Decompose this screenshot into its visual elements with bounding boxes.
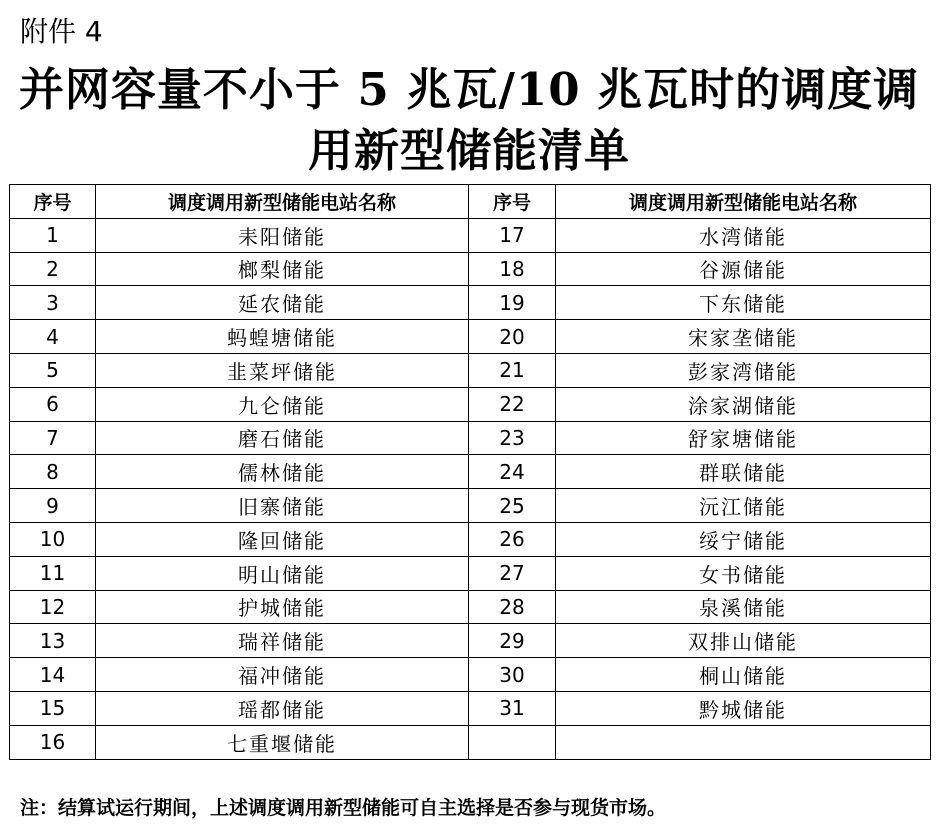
- station-name-cell: 耒阳储能: [96, 218, 469, 252]
- serial-cell: 2: [10, 252, 96, 286]
- station-name-cell: 瑶都储能: [96, 691, 469, 725]
- station-name-cell: 明山储能: [96, 556, 469, 590]
- serial-cell: 4: [10, 320, 96, 354]
- serial-cell: 3: [10, 286, 96, 320]
- serial-cell: 20: [469, 320, 556, 354]
- serial-cell: 21: [469, 353, 556, 387]
- station-name-cell: 女书储能: [556, 556, 931, 590]
- table-row: [10, 691, 931, 725]
- serial-cell: 17: [469, 218, 556, 252]
- station-name-cell: 儒林储能: [96, 455, 469, 489]
- header-serial-right: 序号: [469, 185, 556, 219]
- serial-cell: 22: [469, 387, 556, 421]
- station-name-cell: 磨石储能: [96, 421, 469, 455]
- station-name-cell: 榔梨储能: [96, 252, 469, 286]
- serial-cell: [469, 725, 556, 759]
- serial-cell: 5: [10, 353, 96, 387]
- station-name-cell: 福冲储能: [96, 658, 469, 692]
- station-name-cell: 旧寨储能: [96, 489, 469, 523]
- table-row: [10, 455, 931, 489]
- document-title-line-1: 并网容量不小于 5 兆瓦/10 兆瓦时的调度调: [18, 63, 920, 116]
- station-name-cell: 护城储能: [96, 590, 469, 624]
- table-header-row: [10, 185, 931, 219]
- station-name-cell: 彭家湾储能: [556, 353, 931, 387]
- serial-cell: 18: [469, 252, 556, 286]
- table-row: [10, 556, 931, 590]
- serial-cell: 1: [10, 218, 96, 252]
- station-name-cell: 水湾储能: [556, 218, 931, 252]
- serial-cell: 13: [10, 624, 96, 658]
- serial-cell: 30: [469, 658, 556, 692]
- station-name-cell: 瑞祥储能: [96, 624, 469, 658]
- table-row: [10, 489, 931, 523]
- serial-cell: 14: [10, 658, 96, 692]
- serial-cell: 27: [469, 556, 556, 590]
- table-row: [10, 725, 931, 759]
- station-name-cell: 绥宁储能: [556, 522, 931, 556]
- station-name-cell: 群联储能: [556, 455, 931, 489]
- station-name-cell: 蚂蝗塘储能: [96, 320, 469, 354]
- table-row: [10, 286, 931, 320]
- table-row: [10, 320, 931, 354]
- table-row: [10, 624, 931, 658]
- table-row: [10, 218, 931, 252]
- station-name-cell: [556, 725, 931, 759]
- station-name-cell: 桐山储能: [556, 658, 931, 692]
- station-name-cell: 九仑储能: [96, 387, 469, 421]
- header-name-left: 调度调用新型储能电站名称: [96, 185, 469, 219]
- station-name-cell: 隆回储能: [96, 522, 469, 556]
- station-name-cell: 下东储能: [556, 286, 931, 320]
- table-row: [10, 353, 931, 387]
- station-name-cell: 泉溪储能: [556, 590, 931, 624]
- serial-cell: 6: [10, 387, 96, 421]
- serial-cell: 19: [469, 286, 556, 320]
- station-name-cell: 双排山储能: [556, 624, 931, 658]
- header-serial-left: 序号: [10, 185, 96, 219]
- station-name-cell: 延农储能: [96, 286, 469, 320]
- table-row: [10, 590, 931, 624]
- document-title-line-2: 用新型储能清单: [307, 124, 630, 177]
- table-row: [10, 252, 931, 286]
- station-name-cell: 韭菜坪储能: [96, 353, 469, 387]
- serial-cell: 24: [469, 455, 556, 489]
- serial-cell: 7: [10, 421, 96, 455]
- serial-cell: 23: [469, 421, 556, 455]
- serial-cell: 11: [10, 556, 96, 590]
- serial-cell: 28: [469, 590, 556, 624]
- station-name-cell: 黔城储能: [556, 691, 931, 725]
- serial-cell: 31: [469, 691, 556, 725]
- footnote: 注：结算试运行期间，上述调度调用新型储能可自主选择是否参与现货市场。: [20, 797, 667, 819]
- station-name-cell: 涂家湖储能: [556, 387, 931, 421]
- attachment-label: 附件 4: [20, 15, 103, 48]
- serial-cell: 16: [10, 725, 96, 759]
- serial-cell: 10: [10, 522, 96, 556]
- serial-cell: 15: [10, 691, 96, 725]
- table-row: [10, 421, 931, 455]
- table-row: [10, 522, 931, 556]
- table-row: [10, 658, 931, 692]
- serial-cell: 9: [10, 489, 96, 523]
- table-row: [10, 387, 931, 421]
- serial-cell: 29: [469, 624, 556, 658]
- station-name-cell: 宋家垄储能: [556, 320, 931, 354]
- serial-cell: 25: [469, 489, 556, 523]
- station-name-cell: 舒家塘储能: [556, 421, 931, 455]
- station-name-cell: 七重堰储能: [96, 725, 469, 759]
- serial-cell: 8: [10, 455, 96, 489]
- serial-cell: 12: [10, 590, 96, 624]
- station-name-cell: 谷源储能: [556, 252, 931, 286]
- storage-station-table: [9, 184, 931, 760]
- station-name-cell: 沅江储能: [556, 489, 931, 523]
- header-name-right: 调度调用新型储能电站名称: [556, 185, 931, 219]
- serial-cell: 26: [469, 522, 556, 556]
